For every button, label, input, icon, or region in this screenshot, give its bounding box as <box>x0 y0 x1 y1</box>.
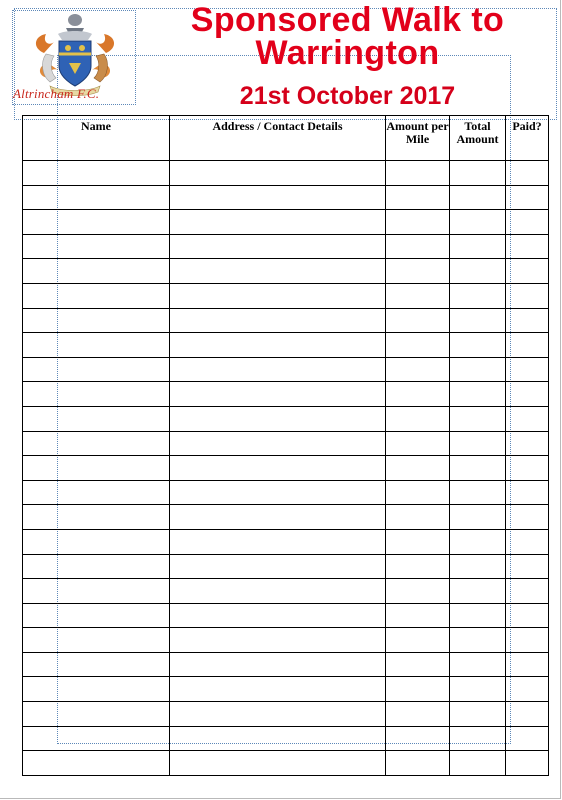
address-cell[interactable] <box>170 628 386 653</box>
paid-cell[interactable] <box>506 259 549 284</box>
paid-cell[interactable] <box>506 185 549 210</box>
total-amount-cell[interactable] <box>450 382 506 407</box>
paid-cell[interactable] <box>506 702 549 727</box>
paid-cell[interactable] <box>506 652 549 677</box>
column-header-total-amount: Total Amount <box>450 116 506 161</box>
table-row <box>23 579 549 604</box>
total-amount-cell[interactable] <box>450 406 506 431</box>
address-cell[interactable] <box>170 726 386 751</box>
club-name-logotype: Altrincham F.C. <box>13 86 100 101</box>
amount-per-mile-cell[interactable] <box>386 702 450 727</box>
amount-per-mile-cell[interactable] <box>386 431 450 456</box>
address-cell[interactable] <box>170 406 386 431</box>
amount-per-mile-cell[interactable] <box>386 529 450 554</box>
table-row <box>23 505 549 530</box>
name-cell[interactable] <box>23 480 170 505</box>
name-cell[interactable] <box>23 308 170 333</box>
table-row <box>23 161 549 186</box>
name-cell[interactable] <box>23 333 170 358</box>
total-amount-cell[interactable] <box>450 333 506 358</box>
table-row <box>23 431 549 456</box>
address-cell[interactable] <box>170 529 386 554</box>
paid-cell[interactable] <box>506 554 549 579</box>
total-amount-cell[interactable] <box>450 357 506 382</box>
total-amount-cell[interactable] <box>450 259 506 284</box>
total-amount-cell[interactable] <box>450 529 506 554</box>
address-cell[interactable] <box>170 431 386 456</box>
paid-cell[interactable] <box>506 456 549 481</box>
name-cell[interactable] <box>23 259 170 284</box>
paid-cell[interactable] <box>506 529 549 554</box>
amount-per-mile-cell[interactable] <box>386 161 450 186</box>
address-cell[interactable] <box>170 259 386 284</box>
table-row <box>23 480 549 505</box>
paid-cell[interactable] <box>506 357 549 382</box>
name-cell[interactable] <box>23 702 170 727</box>
total-amount-cell[interactable] <box>450 480 506 505</box>
name-cell[interactable] <box>23 726 170 751</box>
name-cell[interactable] <box>23 357 170 382</box>
paid-cell[interactable] <box>506 382 549 407</box>
table-row <box>23 554 549 579</box>
paid-cell[interactable] <box>506 677 549 702</box>
total-amount-cell[interactable] <box>450 161 506 186</box>
total-amount-cell[interactable] <box>450 234 506 259</box>
paid-cell[interactable] <box>506 161 549 186</box>
total-amount-cell[interactable] <box>450 603 506 628</box>
column-header-paid: Paid? <box>506 116 549 161</box>
name-cell[interactable] <box>23 579 170 604</box>
amount-per-mile-cell[interactable] <box>386 185 450 210</box>
column-header-name: Name <box>23 116 170 161</box>
table-body <box>23 161 549 776</box>
amount-per-mile-cell[interactable] <box>386 333 450 358</box>
table-row <box>23 283 549 308</box>
name-cell[interactable] <box>23 628 170 653</box>
table-header-row <box>23 116 549 161</box>
name-cell[interactable] <box>23 161 170 186</box>
paid-cell[interactable] <box>506 406 549 431</box>
total-amount-cell[interactable] <box>450 283 506 308</box>
total-amount-cell[interactable] <box>450 652 506 677</box>
table-row <box>23 702 549 727</box>
total-amount-cell[interactable] <box>450 456 506 481</box>
name-cell[interactable] <box>23 751 170 776</box>
address-cell[interactable] <box>170 161 386 186</box>
table-row <box>23 210 549 235</box>
name-cell[interactable] <box>23 529 170 554</box>
table-row <box>23 308 549 333</box>
paid-cell[interactable] <box>506 333 549 358</box>
paid-cell[interactable] <box>506 480 549 505</box>
paid-cell[interactable] <box>506 283 549 308</box>
amount-per-mile-cell[interactable] <box>386 554 450 579</box>
name-cell[interactable] <box>23 406 170 431</box>
amount-per-mile-cell[interactable] <box>386 406 450 431</box>
address-cell[interactable] <box>170 357 386 382</box>
amount-per-mile-cell[interactable] <box>386 751 450 776</box>
paid-cell[interactable] <box>506 579 549 604</box>
name-cell[interactable] <box>23 677 170 702</box>
paid-cell[interactable] <box>506 603 549 628</box>
amount-per-mile-cell[interactable] <box>386 210 450 235</box>
address-cell[interactable] <box>170 677 386 702</box>
paid-cell[interactable] <box>506 505 549 530</box>
table-row <box>23 357 549 382</box>
amount-per-mile-cell[interactable] <box>386 456 450 481</box>
table-row <box>23 652 549 677</box>
table-row <box>23 628 549 653</box>
table-row <box>23 406 549 431</box>
table-row <box>23 677 549 702</box>
amount-per-mile-cell[interactable] <box>386 382 450 407</box>
amount-per-mile-cell[interactable] <box>386 259 450 284</box>
table-row <box>23 259 549 284</box>
address-cell[interactable] <box>170 333 386 358</box>
address-cell[interactable] <box>170 382 386 407</box>
name-cell[interactable] <box>23 554 170 579</box>
total-amount-cell[interactable] <box>450 579 506 604</box>
total-amount-cell[interactable] <box>450 726 506 751</box>
table-row <box>23 726 549 751</box>
paid-cell[interactable] <box>506 726 549 751</box>
name-cell[interactable] <box>23 234 170 259</box>
address-cell[interactable] <box>170 234 386 259</box>
address-cell[interactable] <box>170 751 386 776</box>
table-row <box>23 333 549 358</box>
amount-per-mile-cell[interactable] <box>386 357 450 382</box>
amount-per-mile-cell[interactable] <box>386 283 450 308</box>
amount-per-mile-cell[interactable] <box>386 603 450 628</box>
amount-per-mile-cell[interactable] <box>386 480 450 505</box>
name-cell[interactable] <box>23 431 170 456</box>
name-cell[interactable] <box>23 505 170 530</box>
column-header-amount-per-mile: Amount per Mile <box>386 116 450 161</box>
total-amount-cell[interactable] <box>450 185 506 210</box>
table-row <box>23 751 549 776</box>
paid-cell[interactable] <box>506 628 549 653</box>
total-amount-cell[interactable] <box>450 751 506 776</box>
address-cell[interactable] <box>170 554 386 579</box>
address-cell[interactable] <box>170 579 386 604</box>
total-amount-cell[interactable] <box>450 210 506 235</box>
amount-per-mile-cell[interactable] <box>386 505 450 530</box>
table-row <box>23 603 549 628</box>
address-cell[interactable] <box>170 652 386 677</box>
address-cell[interactable] <box>170 283 386 308</box>
address-cell[interactable] <box>170 210 386 235</box>
total-amount-cell[interactable] <box>450 431 506 456</box>
paid-cell[interactable] <box>506 751 549 776</box>
address-cell[interactable] <box>170 185 386 210</box>
amount-per-mile-cell[interactable] <box>386 628 450 653</box>
amount-per-mile-cell[interactable] <box>386 234 450 259</box>
name-cell[interactable] <box>23 185 170 210</box>
table-row <box>23 456 549 481</box>
total-amount-cell[interactable] <box>450 677 506 702</box>
name-cell[interactable] <box>23 382 170 407</box>
address-cell[interactable] <box>170 480 386 505</box>
total-amount-cell[interactable] <box>450 628 506 653</box>
address-cell[interactable] <box>170 308 386 333</box>
page-title: Sponsored Walk to Warrington <box>190 1 505 72</box>
address-cell[interactable] <box>170 505 386 530</box>
total-amount-cell[interactable] <box>450 505 506 530</box>
name-cell[interactable] <box>23 652 170 677</box>
total-amount-cell[interactable] <box>450 554 506 579</box>
event-date: 21st October 2017 <box>239 82 456 110</box>
amount-per-mile-cell[interactable] <box>386 652 450 677</box>
sponsor-form-table <box>22 115 549 776</box>
table-row <box>23 382 549 407</box>
name-cell[interactable] <box>23 603 170 628</box>
amount-per-mile-cell[interactable] <box>386 308 450 333</box>
address-cell[interactable] <box>170 702 386 727</box>
name-cell[interactable] <box>23 283 170 308</box>
name-cell[interactable] <box>23 456 170 481</box>
paid-cell[interactable] <box>506 431 549 456</box>
table-row <box>23 234 549 259</box>
table-row <box>23 529 549 554</box>
address-cell[interactable] <box>170 456 386 481</box>
total-amount-cell[interactable] <box>450 702 506 727</box>
table-row <box>23 185 549 210</box>
address-cell[interactable] <box>170 603 386 628</box>
amount-per-mile-cell[interactable] <box>386 579 450 604</box>
paid-cell[interactable] <box>506 234 549 259</box>
amount-per-mile-cell[interactable] <box>386 677 450 702</box>
total-amount-cell[interactable] <box>450 308 506 333</box>
column-header-address: Address / Contact Details <box>170 116 386 161</box>
amount-per-mile-cell[interactable] <box>386 726 450 751</box>
paid-cell[interactable] <box>506 308 549 333</box>
paid-cell[interactable] <box>506 210 549 235</box>
name-cell[interactable] <box>23 210 170 235</box>
